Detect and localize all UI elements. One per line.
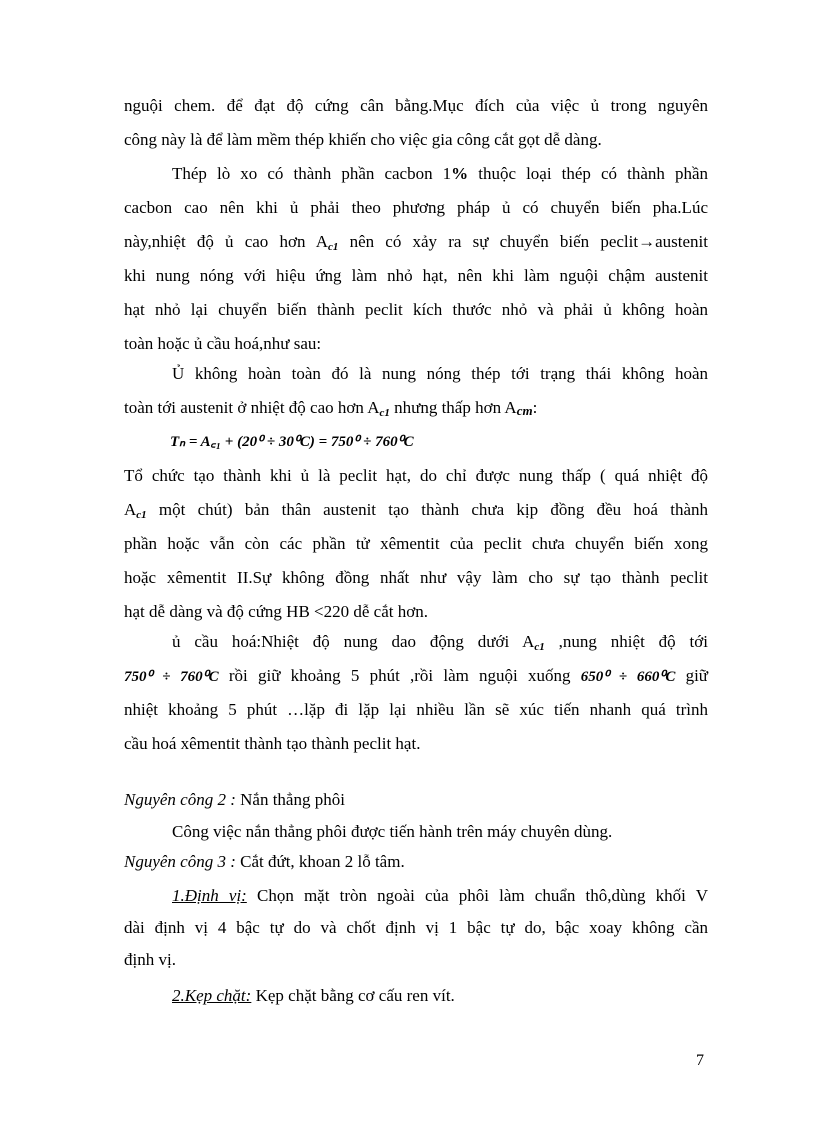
text-line: hạt nhỏ lại chuyển biến thành peclit kích thước nhỏ và phải ủ không hoàn <box>124 300 708 319</box>
text-line: ủ cầu hoá:Nhiệt độ nung dao động dưới $A_{c1}$ ,nung nhiệt độ tới <box>172 632 708 653</box>
text-line: toàn tới austenit ở nhiệt độ cao hơn $A_{c1}$ nhưng thấp hơn Acm: <box>124 398 538 419</box>
section-heading: Nguyên công 3 : Cắt đứt, khoan 2 lỗ tâm. <box>124 852 405 871</box>
text-line: nhiệt khoảng 5 phút …lặp đi lặp lại nhiều lần sẽ xúc tiến nhanh quá trình <box>124 700 708 719</box>
text-line: nguội chem. để đạt độ cứng cân bằng.Mục đích của việc ủ trong nguyên <box>124 96 708 115</box>
text-line: công này là để làm mềm thép khiến cho việc gia công cắt gọt dễ dàng. <box>124 130 602 149</box>
text-line: phần hoặc vẫn còn các phần tử xêmentit của peclit chưa chuyển biến xong <box>124 534 708 553</box>
text-line: Ủ không hoàn toàn đó là nung nóng thép tới trạng thái không hoàn <box>172 364 708 383</box>
text-line: hạt dễ dàng và độ cứng HB <220 dễ cắt hơn. <box>124 602 428 621</box>
text-line: Tổ chức tạo thành khi ủ là peclit hạt, do chỉ được nung thấp ( quá nhiệt độ <box>124 466 708 485</box>
text-line: cacbon cao nên khi ủ phải theo phương pháp ủ có chuyển biến pha.Lúc <box>124 198 708 217</box>
text-line: Công việc nắn thẳng phôi được tiến hành trên máy chuyên dùng. <box>172 822 613 841</box>
page-number: 7 <box>696 1052 704 1069</box>
text-line: này,nhiệt độ ủ cao hơn $A_{c1}$ nên có xảy ra sự chuyển biến peclit→austenit <box>124 232 708 253</box>
formula: Tₙ = A꜀₁ + (20⁰ ÷ 30⁰C) = 750⁰ ÷ 760⁰C <box>170 434 414 450</box>
text-line: dài định vị 4 bậc tự do và chốt định vị 1 bậc tự do, bậc xoay không cần <box>124 918 708 937</box>
text-line: $A_{c1}$ một chút) bản thân austenit tạo thành chưa kịp đồng đều hoá thành <box>124 500 708 521</box>
section-heading: Nguyên công 2 : Nắn thẳng phôi <box>124 790 345 809</box>
text-line: định vị. <box>124 950 176 969</box>
text-line: cầu hoá xêmentit thành tạo thành peclit hạt. <box>124 734 421 753</box>
text-line: khi nung nóng với hiệu ứng làm nhỏ hạt, nên khi làm nguội chậm austenit <box>124 266 708 285</box>
text-line: hoặc xêmentit II.Sự không đồng nhất như vậy làm cho sự tạo thành peclit <box>124 568 708 587</box>
text-line: 750⁰ ÷ 760⁰C rồi giữ khoảng 5 phút ,rồi làm nguội xuống 650⁰ ÷ 660⁰C giữ <box>124 666 709 685</box>
text-line: 2.Kẹp chặt: Kẹp chặt bằng cơ cấu ren vít. <box>172 986 455 1005</box>
text-line: Thép lò xo có thành phần cacbon 1% thuộc loại thép có thành phần <box>172 164 709 183</box>
text-line: 1.Định vị: Chọn mặt tròn ngoài của phôi làm chuẩn thô,dùng khối V <box>172 886 708 905</box>
text-line: toàn hoặc ủ cầu hoá,như sau: <box>124 334 322 353</box>
